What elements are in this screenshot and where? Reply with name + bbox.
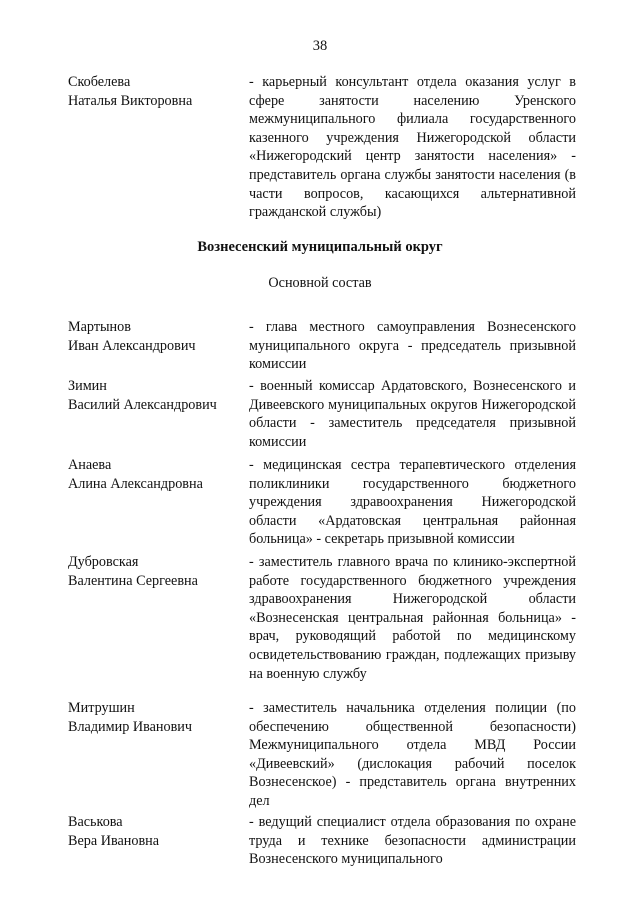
member-name xyxy=(68,699,243,736)
member-name xyxy=(68,318,243,355)
member-surname: Скобелева xyxy=(68,74,131,90)
member-name xyxy=(68,456,243,493)
member-surname: Мартынов xyxy=(68,319,131,335)
member-given-name: Вера Ивановна xyxy=(68,832,160,849)
member-surname: Дубровская xyxy=(68,554,139,570)
member-surname: Васькова xyxy=(68,814,123,830)
member-role: - глава местного самоуправления Вознесенского муниципального округа - председатель призывной комиссии xyxy=(249,319,576,373)
member-role: - медицинская сестра терапевтического отделения поликлиники государственного бюджетного учреждения здравоохранения Нижегородской области «Ардатовская центральная районная больница» - секретарь призывной комиссии xyxy=(249,457,576,548)
member-given-name: Василий Александрович xyxy=(68,396,217,413)
page-number: 38 xyxy=(312,38,328,54)
member-role: - карьерный консультант отдела оказания услуг в сфере занятости населению Уренского межмуниципального филиала государственного казенного учреждения Нижегородской области «Нижегородский центр занятости населения» - представитель органа службы занятости населения (в части вопросов, касающихся альтернативной гражданской службы) xyxy=(249,74,576,221)
section-title: Вознесенский муниципальный округ xyxy=(197,239,443,255)
member-given-name: Владимир Иванович xyxy=(68,718,193,735)
member-surname: Анаева xyxy=(68,457,112,473)
member-name xyxy=(68,377,243,414)
member-role: - заместитель главного врача по клинико-экспертной работе государственного бюджетного учреждения здравоохранения Нижегородской области «Вознесенская центральная районная больница» - врач, руководящий работой по медицинскому освидетельствованию граждан, подлежащих призыву на военную службу xyxy=(249,554,576,682)
member-name xyxy=(68,813,243,850)
member-role: - заместитель начальника отделения полиции (по обеспечению общественной безопасности) Межмуниципального отдела МВД России «Дивеевский» (дислокация рабочий поселок Вознесенское) - представитель органа внутренних дел xyxy=(249,700,576,809)
section-subtitle: Основной состав xyxy=(268,275,372,291)
member-given-name: Валентина Сергеевна xyxy=(68,572,198,589)
member-name xyxy=(68,73,243,110)
member-given-name: Наталья Викторовна xyxy=(68,92,193,109)
member-given-name: Алина Александровна xyxy=(68,475,203,492)
member-role: - военный комиссар Ардатовского, Вознесенского и Дивеевского муниципальных округов Нижегородской области - заместитель председателя призывной комиссии xyxy=(249,378,576,450)
member-surname: Митрушин xyxy=(68,700,135,716)
member-surname: Зимин xyxy=(68,378,107,394)
member-role: - ведущий специалист отдела образования по охране труда и технике безопасности администрации Вознесенского муниципального xyxy=(249,814,576,868)
member-given-name: Иван Александрович xyxy=(68,337,196,354)
member-name xyxy=(68,553,243,590)
